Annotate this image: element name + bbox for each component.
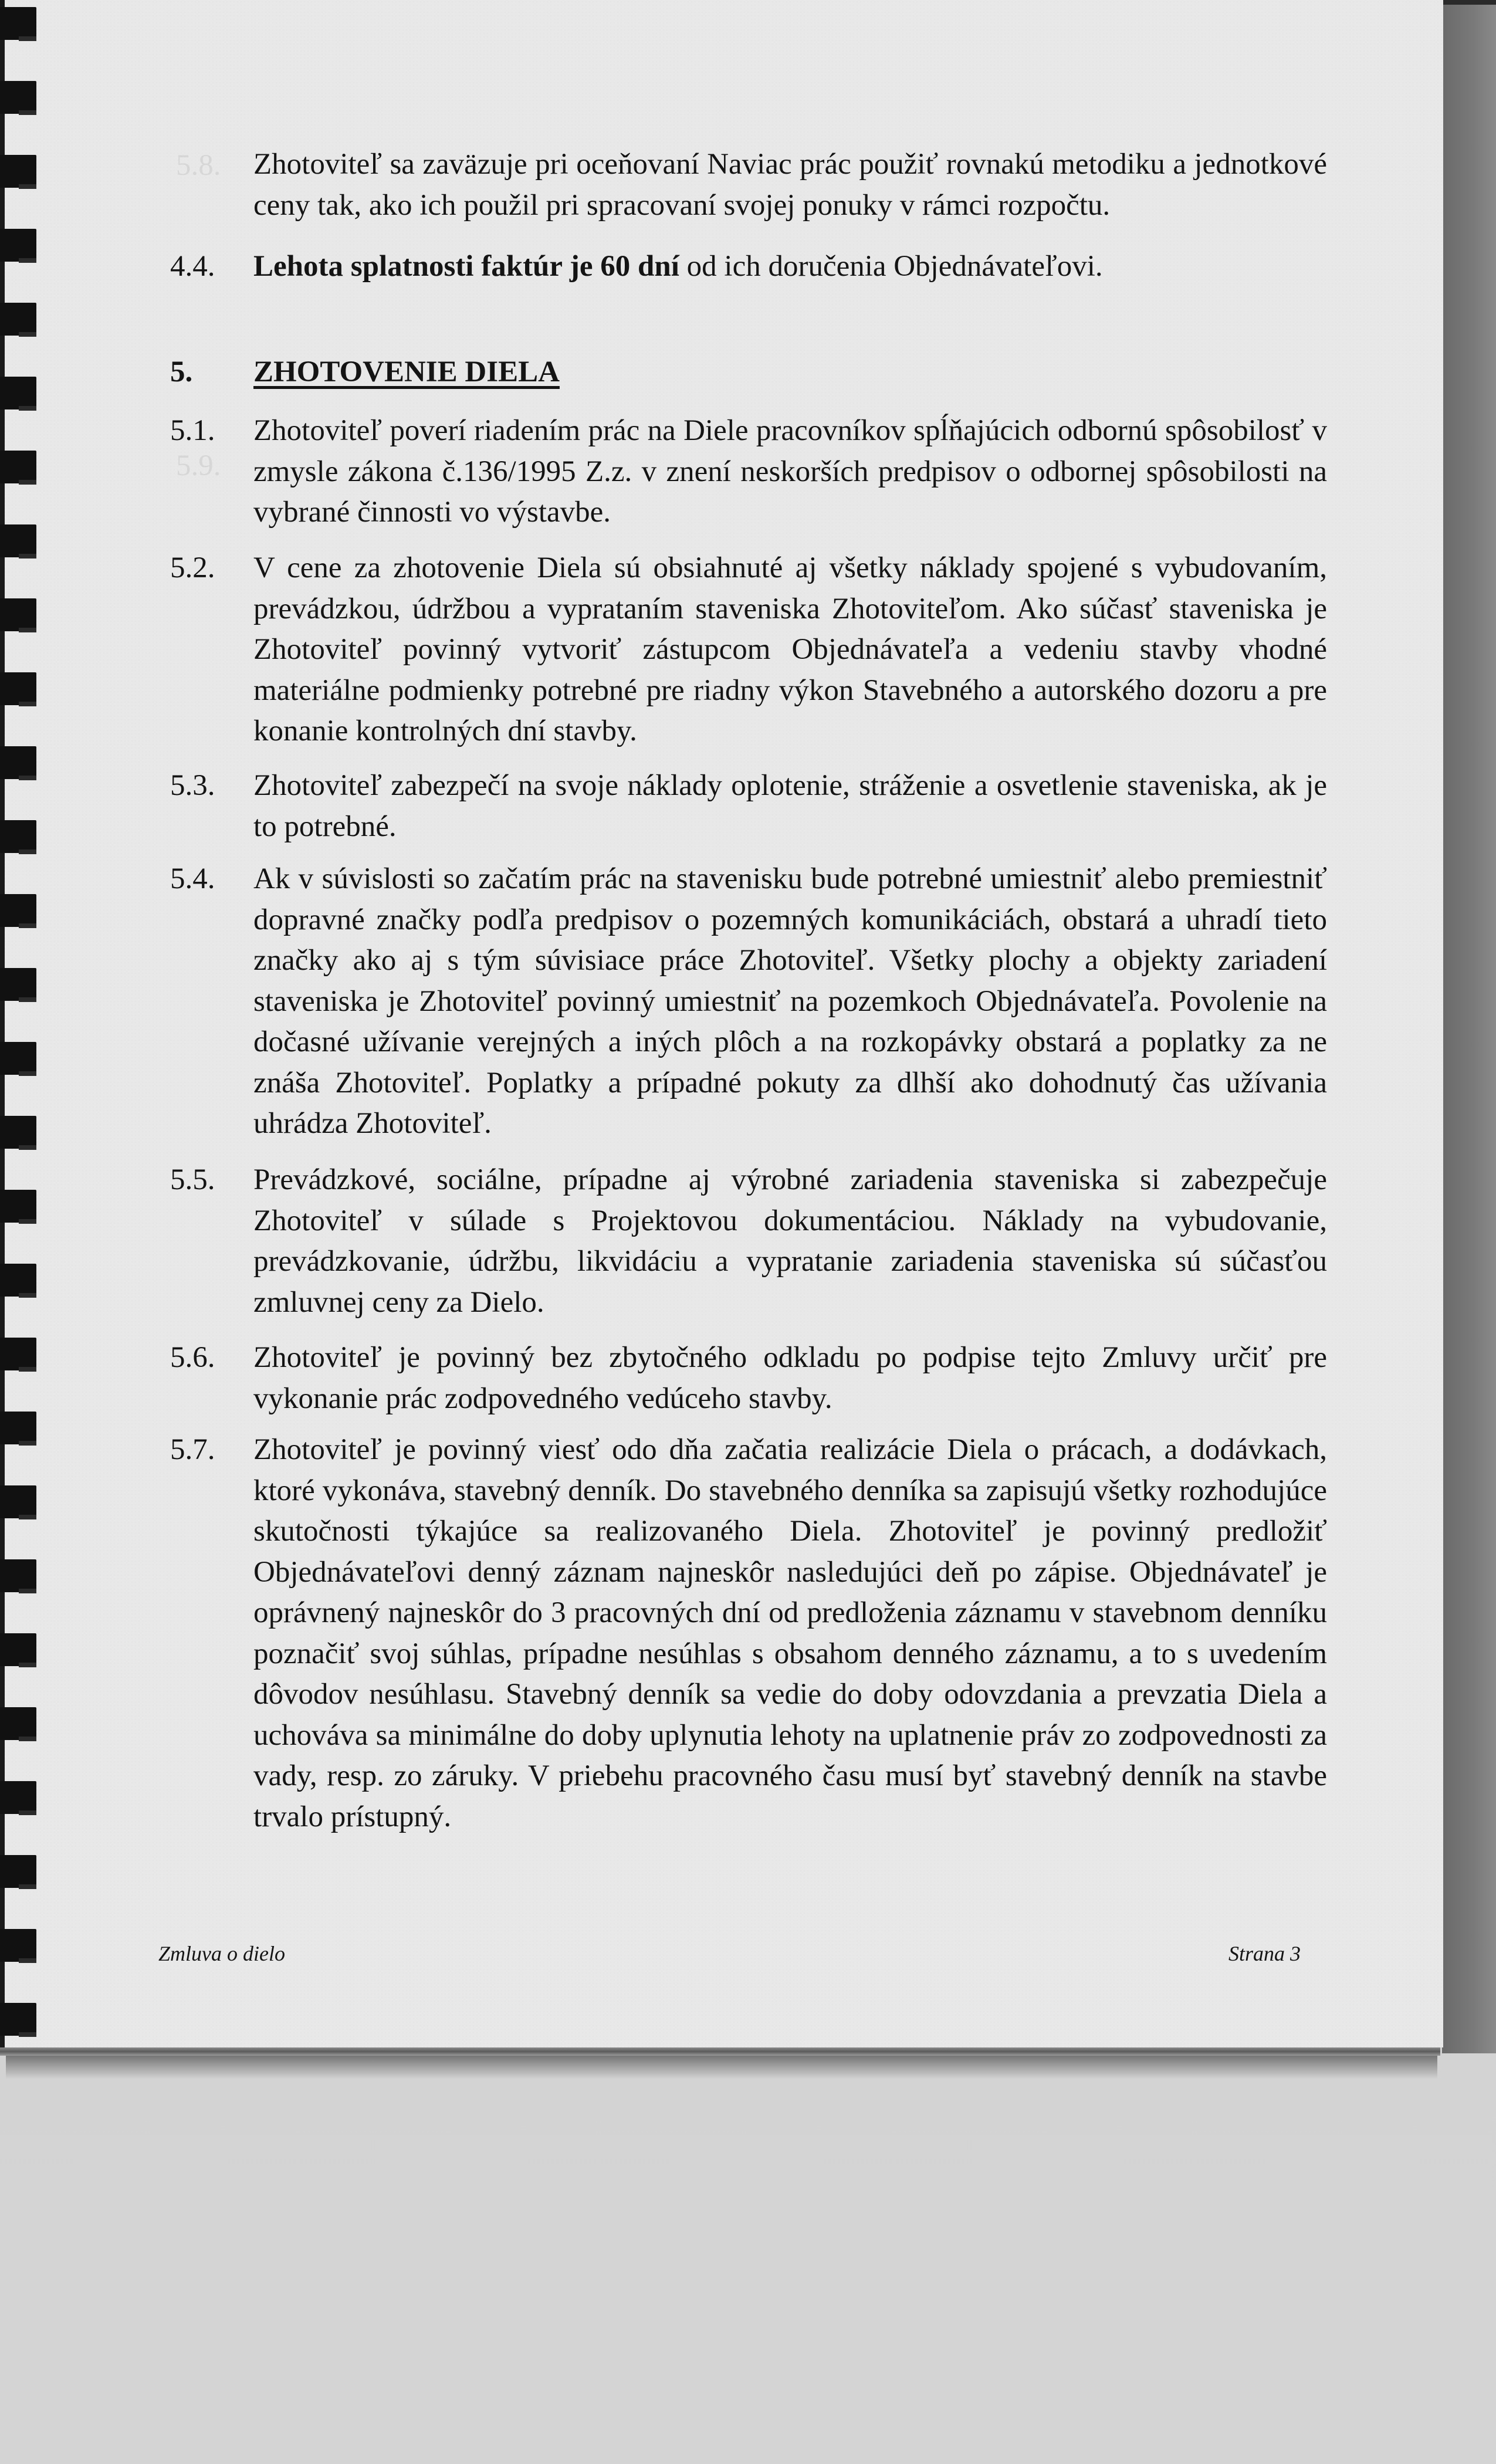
clause-text: od ich doručenia Objednávateľovi. [679, 250, 1103, 283]
clause-number: 5.3. [170, 769, 215, 802]
clause-bold-text: Lehota splatnosti faktúr je 60 dní [253, 250, 679, 283]
clause-4-4 [253, 246, 1327, 287]
clause-5-1: Zhotoviteľ poverí riadením prác na Diele pracovníkov spĺňajúcich odbornú spôsobilosť v zmysle zákona č.136/1995 Z.z. v znení neskorších predpisov o odbornej spôsobilosti na vybrané činnosti vo výstavbe. [253, 414, 1327, 529]
bleed-through-text: 5.8. [176, 149, 221, 182]
clause-5-4: Ak v súvislosti so začatím prác na stavenisku bude potrebné umiestniť alebo premiestniť dopravné značky podľa predpisov o pozemných komunikáciách, obstará a uhradí tieto značky ako aj s tým súvisiace práce Zhotoviteľ. Všetky plochy a objekty zariadení staveniska je Zhotoviteľ povinný umiestniť na pozemkoch Objednávateľa. Povolenie na dočasné užívanie verejných a iných plôch a na rozkopávky obstará a poplatky za ne znáša Zhotoviteľ. Poplatky a prípadné pokuty za dlhší ako dohodnutý čas užívania uhrádza Zhotoviteľ. [253, 862, 1327, 1140]
section-heading: ZHOTOVENIE DIELA [253, 356, 560, 388]
page-edge-shadow [1442, 0, 1496, 2053]
bleed-through-text: 5.9. [176, 449, 221, 482]
clause-number: 5.7. [170, 1433, 215, 1466]
paragraph-text: Zhotoviteľ sa zaväzuje pri oceňovaní Naviac prác použiť rovnakú metodiku a jednotkové ceny tak, ako ich použil pri spracovaní svojej ponuky v rámci rozpočtu. [253, 148, 1327, 222]
clause-5-2: V cene za zhotovenie Diela sú obsiahnuté aj všetky náklady spojené s vybudovaním, prevádzkou, údržbou a vypratаním staveniska Zhotoviteľom. Ako súčasť staveniska je Zhotoviteľ povinný vytvoriť zástupcom Objednávateľa a vedeniu stavby vhodné materiálne podmienky potrebné pre riadny výkon Stavebného a autorského dozoru a pre konanie kontrolných dní stavby. [253, 551, 1327, 747]
footer-document-title: Zmluva o dielo [158, 1942, 285, 1965]
clause-number: 5.1. [170, 414, 215, 447]
clause-5-3: Zhotoviteľ zabezpečí na svoje náklady oplotenie, stráženie a osvetlenie staveniska, ak je to potrebné. [253, 769, 1327, 843]
clause-5-7: Zhotoviteľ je povinný viesť odo dňa začatia realizácie Diela o prácach, a dodávkach, ktoré vykonáva, stavebný denník. Do stavebného denníka sa zapisujú všetky rozhodujúce skutočnosti týkajúce sa realizovaného Diela. Zhotoviteľ je povinný predložiť Objednávateľovi denný záznam najneskôr nasledujúci deň po zápise. Objednávateľ je oprávnený najneskôr do 3 pracovných dní od predloženia záznamu v stavebnom denníku poznačiť svoj súhlas, prípadne nesúhlas s obsahom denného záznamu, a to s uvedením dôvodov nesúhlasu. Stavebný denník sa vedie do doby odovzdania a prevzatia Diela a uchováva sa minimálne do doby uplynutia lehoty na uplatnenie práv zo zodpovednosti za vady, resp. zo záruky. V priebehu pracovného času musí byť stavebný denník na stavbe trvalo prístupný. [253, 1433, 1327, 1833]
clause-5-6: Zhotoviteľ je povinný bez zbytočného odkladu po podpise tejto Zmluvy určiť pre vykonanie prác zodpovedného vedúceho stavby. [253, 1341, 1327, 1415]
section-number: 5. [170, 356, 193, 388]
paragraph-continuation [253, 144, 1327, 226]
page-bottom-shadow [6, 2056, 1437, 2079]
clause-5-5: Prevádzkové, sociálne, prípadne aj výrobné zariadenia staveniska si zabezpečuje Zhotoviteľ v súlade s Projektovou dokumentáciou. Náklady na vybudovanie, prevádzkovanie, údržbu, likvidáciu a vypratanie zariadenia staveniska sú súčasťou zmluvnej ceny za Dielo. [253, 1163, 1327, 1319]
clause-number: 5.4. [170, 862, 215, 895]
clause-number: 5.6. [170, 1341, 215, 1374]
clause-number: 5.5. [170, 1163, 215, 1196]
clause-number: 4.4. [170, 250, 215, 283]
footer-page-number: Strana 3 [1228, 1942, 1301, 1965]
clause-number: 5.2. [170, 551, 215, 584]
page-bottom-edge [0, 2047, 1440, 2056]
